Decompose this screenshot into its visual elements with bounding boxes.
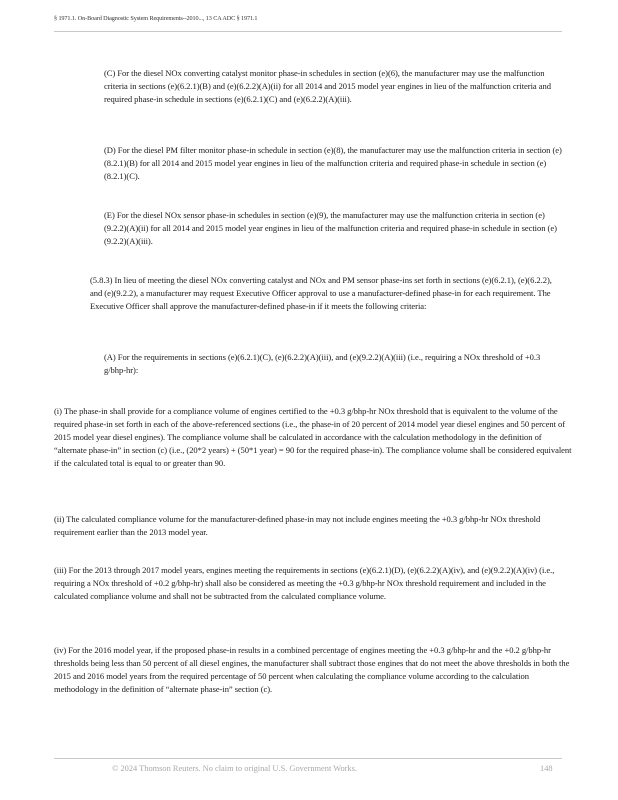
page-number: 148 [540,764,553,773]
paragraph-c-nox-catalyst: (C) For the diesel NOx converting catalyst monitor phase-in schedules in section (e)(6), the manufacturer may use the malfunction criteria in sections (e)(6.2.1)(B) and (e)(6.2.2)(A)(ii) for all 2014 and 2015 model year engines in lieu of the malfunction criteria and required phase-in schedule in sections (e)(6.2.1)(C) and (e)(6.2.2)(A)(iii). [104,68,551,104]
header-divider [54,31,562,32]
paragraph-iii-model-years: (iii) For the 2013 through 2017 model years, engines meeting the requirements in sections (e)(6.2.1)(D), (e)(6.2.2)(A)(iv), and (e)(9.2.2)(A)(iv) (i.e., requiring a NOx threshold of +0.2 g/bhp-hr) shall also be considered as meeting the +0.3 g/bhp-hr NOx threshold requirement and included in the calculated compliance volume and shall not be subtracted from the calculated compliance volume. [54,565,555,601]
paragraph-iv-2016-model-year: (iv) For the 2016 model year, if the proposed phase-in results in a combined percentage of engines meeting the +0.3 g/bhp-hr and the +0.2 g/bhp-hr thresholds being less than 50 percent of all diesel engines, the manufacturer shall subtract those engines that do not meet the above thresholds in both the 2015 and 2016 model years from the required percentage of 50 percent when calculating the compliance volume according to the calculation methodology in the definition of “alternate phase-in” section (c). [54,645,570,694]
paragraph-ii-calculated-volume: (ii) The calculated compliance volume for the manufacturer-defined phase-in may not include engines meeting the +0.3 g/bhp-hr NOx threshold requirement earlier than the 2013 model year. [54,514,541,537]
paragraph-i-compliance-volume: (i) The phase-in shall provide for a compliance volume of engines certified to the +0.3 g/bhp-hr NOx threshold that is equivalent to the volume of the required phase-in set forth in each of the above-referenced sections (i.e., the phase-in of 20 percent of 2014 model year diesel engines and 50 percent of 2015 model year diesel engines). The compliance volume shall be calculated in accordance with the calculation methodology in the definition of “alternate phase-in” in section (c) (i.e., (20*2 years) + (50*1 year) = 90 for the required phase-in). The compliance volume shall be considered equivalent if the calculated total is equal to or greater than 90. [54,406,572,468]
paragraph-e-nox-sensor: (E) For the diesel NOx sensor phase-in schedules in section (e)(9), the manufacturer may use the malfunction criteria in section (e)(9.2.2)(A)(ii) for all 2014 and 2015 model year engines in lieu of the malfunction criteria and required phase-in schedule in section (e)(9.2.2)(A)(iii). [104,210,557,246]
footer-divider [54,758,562,759]
copyright-notice: © 2024 Thomson Reuters. No claim to original U.S. Government Works. [112,764,357,773]
paragraph-a-requirements: (A) For the requirements in sections (e)(6.2.1)(C), (e)(6.2.2)(A)(iii), and (e)(9.2.2)(A)(iii) (i.e., requiring a NOx threshold of +0.3 g/bhp-hr): [104,352,541,375]
paragraph-5-8-3: (5.8.3) In lieu of meeting the diesel NOx converting catalyst and NOx and PM sensor phase-ins set forth in sections (e)(6.2.1), (e)(6.2.2), and (e)(9.2.2), a manufacturer may request Executive Officer approval to use a manufacturer-defined phase-in for each requirement. The Executive Officer shall approve the manufacturer-defined phase-in if it meets the following criteria: [90,275,552,311]
paragraph-d-pm-filter: (D) For the diesel PM filter monitor phase-in schedule in section (e)(8), the manufacturer may use the malfunction criteria in section (e)(8.2.1)(B) for all 2014 and 2015 model year engines in lieu of the malfunction criteria and required phase-in schedule in section (e)(8.2.1)(C). [104,145,562,181]
running-header: § 1971.1. On-Board Diagnostic System Requirements--2010..., 13 CA ADC § 1971.1 [54,15,258,22]
